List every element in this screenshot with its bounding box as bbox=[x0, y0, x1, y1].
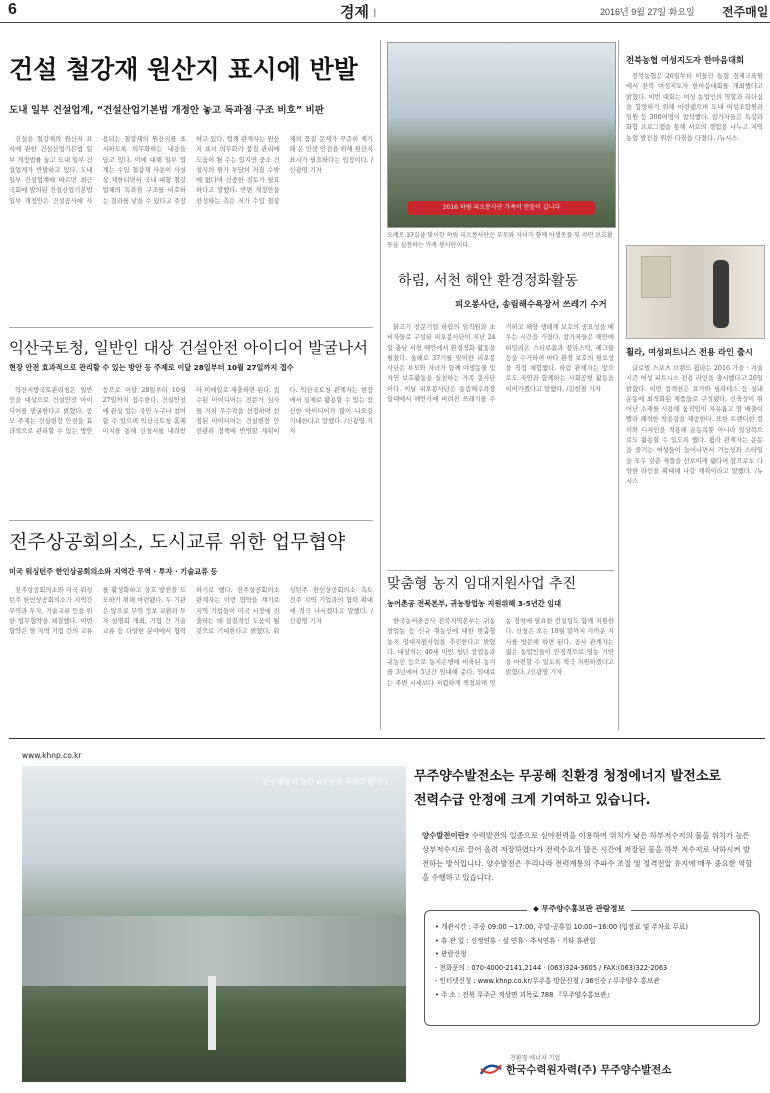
photo-banner: 2016 하림 피오봉사단 가족이 만들어 갑니다 bbox=[408, 201, 595, 215]
ad-top-rule bbox=[9, 738, 765, 739]
ad-info-rows bbox=[435, 921, 688, 1002]
page-header bbox=[0, 0, 770, 23]
info-row: - 인터넷신청 : www.khnp.co.kr/무주홍 방문신청 / 36인승 / 무주양수 홍보관 bbox=[435, 977, 660, 985]
article6-headline: 전북농협 여성지도자 한마음대회 bbox=[626, 55, 744, 65]
ad-title-line1: 무주양수발전소는 무공해 친환경 청정에너지 발전소로 bbox=[414, 769, 721, 784]
wall-frame-icon bbox=[641, 256, 671, 298]
ad-url: www.khnp.co.kr bbox=[22, 751, 82, 760]
ad-title-line2: 전력수급 안정에 크게 기여하고 있습니다. bbox=[414, 793, 651, 808]
article2-headline: 익산국토청, 일반인 대상 건설안전 아이디어 발굴나서 bbox=[9, 339, 368, 357]
article2-body bbox=[9, 386, 373, 516]
article5-text: 한국농어촌공사 전북지역본부는 귀농창업농 등 신규 취농인에 대한 맞춤형 농지 임대지원사업을 추진한다고 밝혔다. 대상자는 40세 미만 청년 창업농과 귀농인 등으로 농지은행에 비축된 농지를 3년에서 5년간 임대해 준다. 임대료는 주변 시세보다 저렴하게 책정되며 영농 정착에 필요한 컨설팅도 함께 지원한다. 신청은 오는 10월 말까지 가까운 지사를 방문해 하면 된다. 공사 관계자는 젊은 농업인들이 안정적으로 영농 기반을 마련할 수 있도록 적극 지원하겠다고 밝혔다. /신광영 기자 bbox=[387, 618, 614, 687]
ad-body bbox=[422, 829, 757, 885]
article3-headline: 전주상공회의소, 도시교류 위한 업무협약 bbox=[9, 531, 346, 553]
dam-aerial-photo bbox=[22, 766, 406, 1082]
model-figure-icon bbox=[713, 260, 729, 328]
ad-info-box bbox=[424, 904, 760, 1026]
section-label: 경제 bbox=[340, 4, 369, 21]
article3-subhead: 미국 워싱턴주 한인상공회의소와 지역간 무역 · 투자 · 기술교류 등 bbox=[9, 567, 218, 576]
ad-photo-caption: 전주매일의 창간 8주년을 축하드립니다 bbox=[262, 777, 388, 786]
khnp-logo-icon bbox=[480, 1061, 502, 1075]
info-row: • 주 소 : 전북 무주군 적상면 괴목로 788 『무주양수홍보관』 bbox=[435, 990, 614, 999]
article1-headline: 건설 철강재 원산지 표시에 반발 bbox=[9, 55, 358, 84]
page-number: 6 bbox=[8, 1, 17, 18]
article6-body bbox=[626, 72, 763, 232]
article5-headline: 맞춤형 농지 임대지원사업 추진 bbox=[387, 576, 577, 592]
article1-subhead: 도내 일부 건설업계, “건설산업기본법 개정안 놓고 독과점 구조 비호” 비판 bbox=[9, 105, 325, 116]
section-bar: I bbox=[373, 6, 377, 20]
article5-body bbox=[387, 617, 614, 727]
article2-text: 익산지방국토관리청은 일반인을 대상으로 건설안전 아이디어를 발굴한다고 밝혔다. 공모 주제는 건설현장 안전을 효과적으로 관리할 수 있는 방안 등으로 이달 28일부터 10월 27일까지 접수한다. 건설안전에 관심 있는 국민 누구나 참여할 수 있으며 익산국토청 홈페이지를 통해 신청서를 내려받아 이메일로 제출하면 된다. 접수된 아이디어는 전문가 심사를 거쳐 우수작을 선정하며 선정된 아이디어는 건설현장 안전관리 정책에 반영할 계획이다. 익산국토청 관계자는 현장에서 실제로 활용할 수 있는 참신한 아이디어가 많이 나오길 기대한다고 말했다. /신광영 기자 bbox=[9, 387, 373, 436]
divider bbox=[9, 327, 373, 328]
volunteer-group-photo bbox=[387, 42, 616, 228]
article7-text: 글로벌 스포츠 브랜드 휠라는 2016 가을 · 겨울 시즌 여성 피트니스 전용 라인을 출시했다고 26일 밝혔다. 이번 컬렉션은 요가와 필라테스 등 실내 운동에 최적화된 제품들로 구성됐다. 신축성이 뛰어난 소재를 사용해 움직임이 자유롭고 땀 배출이 빨라 쾌적한 착용감을 제공한다. 또한 트렌디한 컬러와 디자인을 적용해 운동복뿐 아니라 일상복으로도 활용할 수 있도록 했다. 휠라 관계자는 운동을 즐기는 여성들이 늘어나면서 기능성과 스타일을 모두 갖춘 제품을 선보이게 됐다며 앞으로도 다양한 라인을 확대해 나갈 계획이라고 말했다. /뉴시스 bbox=[626, 365, 763, 486]
article1-body bbox=[9, 135, 373, 320]
article4-body bbox=[387, 323, 614, 565]
article6-text: 전북농협은 26일부터 이틀간 농협 경제교육원에서 전북 여성지도자 한마음대회를 개최했다고 밝혔다. 이번 대회는 여성 농업인의 역할과 리더십을 함양하기 위해 마련됐으며 도내 여성조합원과 임원 등 300여명이 참석했다. 참가자들은 특강과 화합 프로그램을 통해 서로의 경험을 나누고 지역 농업 발전을 위한 다짐을 다졌다. /뉴시스 bbox=[626, 73, 763, 142]
article4-headline: 하림, 서천 해안 환경정화활동 bbox=[398, 273, 579, 289]
info-row: • 휴 관 일 : 신정연휴 · 설 연휴 · 추석연휴 · 기타 휴관일 bbox=[435, 936, 596, 945]
ad-info-title: ◆ 무주양수홍보관 관람정보 bbox=[527, 903, 631, 914]
article2-subhead: 현장 안전 효과적으로 관리할 수 있는 방안 등 주제로 이달 28일부터 10월 27일까지 접수 bbox=[9, 363, 294, 372]
article3-body bbox=[9, 586, 373, 726]
photo1-caption: 오례로 37길을 맞이한 하림 피오봉사단은 부모와 자녀가 함께 아생동물 및 자연 보호활동을 실천하는 가족 봉사단이다. bbox=[387, 232, 613, 249]
ad-body-text: 수력발전의 일종으로 심야전력을 이용하여 위치가 낮은 하부저수지의 물을 위치가 높은 상부저수지로 끌어 올려 저장하였다가 전력수요가 많은 시간에 저장된 물을 하부 저수지로 낙하시켜 발전하는 방식입니다. 양수발전은 우리나라 전력계통의 주파수 조절 및 정격전압 유지에 매우 중요한 역할을 수행하고 있습니다. bbox=[422, 831, 753, 882]
ad-body-label: 양수발전이란? bbox=[422, 831, 470, 840]
info-row: • 관람신청 bbox=[435, 950, 467, 958]
article4-subhead: 피오봉사단, 송림해수욕장서 쓰레기 수거 bbox=[455, 300, 607, 310]
ad-logo-text: 한국수력원자력(주) 무주양수발전소 bbox=[506, 1064, 672, 1076]
info-row: - 전화문의 : 070-4000-2141,2144 · (063)324-3605 / FAX:(063)322-2063 bbox=[435, 963, 668, 972]
issue-date: 2016년 9월 27일 화요일 bbox=[600, 7, 695, 17]
article5-subhead: 농어촌공 전북본부, 귀농창업농 지원위해 3-5년간 임대 bbox=[387, 599, 562, 608]
column-separator bbox=[380, 40, 381, 730]
article4-text: 닭고기 전문기업 하림의 임직원과 소비자들로 구성된 피오봉사단이 지난 24일 충남 서천 해안에서 환경정화 활동을 펼쳤다. 올해로 37기를 맞이한 피오봉사단은 부모와 자녀가 함께 야생동물 및 자연 보호활동을 실천하는 가족 봉사단이다. 이날 피오봉사단은 송림해수욕장 일대에서 해안가에 버려진 쓰레기를 수거하고 해양 생태계 보호의 중요성을 배우는 시간을 가졌다. 참가자들은 해안에 떠밀려온 스티로폼과 플라스틱, 폐그물 등을 수거하며 바다 환경 보호의 필요성을 직접 체험했다. 하림 관계자는 앞으로도 자연과 함께하는 사회공헌 활동을 이어가겠다고 말했다. /김현철 기자 bbox=[387, 324, 614, 404]
info-row: • 개관시간 : 주중 09:00 ~17:00, 주말·공휴일 10:00~16:00 (입장료 및 주차료 무료) bbox=[435, 923, 688, 931]
tower-icon bbox=[208, 976, 216, 1050]
paper-name: 전주매일 bbox=[722, 5, 769, 19]
section-name bbox=[340, 1, 377, 22]
article7-headline: 휠라, 여성피트니스 전용 라인 출시 bbox=[626, 347, 753, 357]
ad-info-title-text: 무주양수홍보관 관람정보 bbox=[541, 904, 625, 913]
fitness-photo bbox=[626, 245, 765, 339]
ad-logo-subtext: 친환경 에너지 기업 bbox=[510, 1055, 561, 1062]
article1-text: 건설용 철강재의 원산지 표시에 관한 건설산업기본법 일부 개정법률 놓고 도내 일부 건설업계가 반발하고 있다. 도내 일부 건설업계에 따르면 최근 국회에 발의된 건설산업기본법 일부 개정안은 건설공사에 사용되는 철강재의 원산지를 표시하도록 의무화하는 내용을 담고 있다. 이에 대해 일부 업계는 수입 철강재 사용이 사실상 제한되면서 국내 대형 철강업체의 독과점 구조를 비호하는 결과를 낳을 수 있다고 주장하고 있다. 업계 관계자는 원산지 표시 의무화가 품질 관리에 도움이 될 수는 있지만 중소 건설사의 원가 부담이 커질 수밖에 없다며 신중한 검토가 필요하다고 말했다. 반면 개정안을 찬성하는 측은 저가 수입 철강재의 품질 문제가 꾸준히 제기돼 온 만큼 안전을 위해 원산지 표시가 필요하다는 입장이다. /신광영 기자 bbox=[9, 136, 373, 205]
divider bbox=[387, 570, 614, 571]
article7-body bbox=[626, 364, 763, 728]
divider bbox=[9, 520, 373, 521]
article3-text: 전주상공회의소와 미국 워싱턴주 한인상공회의소가 지역간 무역과 투자, 기술교류 등을 위한 업무협약을 체결했다. 이번 협약은 양 지역 기업 간의 교류를 활성화하고 상호 발전을 도모하기 위해 마련됐다. 두 기관은 앞으로 무역 정보 교환과 투자 설명회 개최, 기업 간 기술교류 등 다양한 분야에서 협력하기로 했다. 전주상공회의소 관계자는 이번 협약을 계기로 지역 기업들이 미국 시장에 진출하는 데 실질적인 도움이 될 것으로 기대한다고 밝혔다. 워싱턴주 한인상공회의소 측도 전주 지역 기업과의 협력 확대에 적극 나서겠다고 말했다. /신광영 기자 bbox=[9, 587, 373, 636]
column-separator bbox=[618, 40, 619, 730]
